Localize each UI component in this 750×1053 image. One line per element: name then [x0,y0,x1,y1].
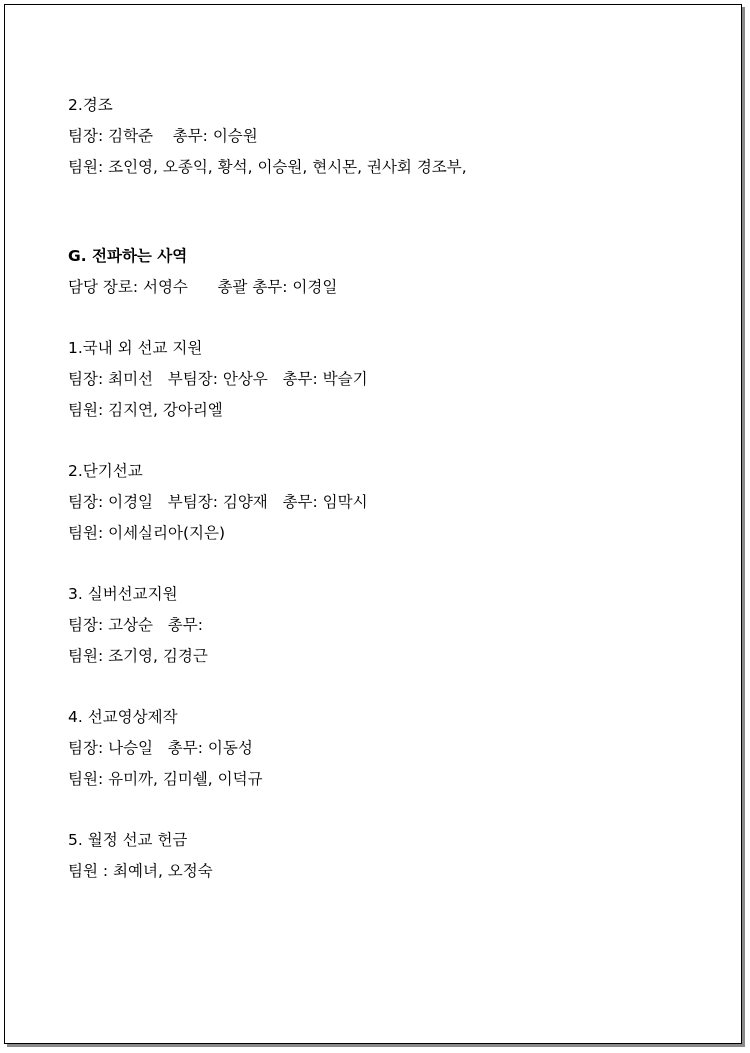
spacer [68,426,708,456]
section-g2-leader: 팀장: 이경일 부팀장: 김양재 총무: 임막시 [68,493,368,511]
document-content [68,90,708,887]
section-g3-leader: 팀장: 고상순 총무: [68,616,203,634]
spacer [68,183,708,241]
section-g-head: 담당 장로: 서영수 총괄 총무: 이경일 [68,278,338,296]
section-g4-title: 4. 선교영상제작 [68,708,178,726]
section-g3-title: 3. 실버선교지원 [68,585,178,603]
section-2-leader: 팀장: 김학준 총무: 이승원 [68,127,258,145]
spacer [68,795,708,825]
spacer [68,549,708,579]
section-g1-leader: 팀장: 최미선 부팀장: 안상우 총무: 박슬기 [68,370,368,388]
section-g5-title: 5. 월정 선교 헌금 [68,831,188,849]
section-g3-members: 팀원: 조기영, 김경근 [68,647,208,665]
spacer [68,303,708,333]
document-page [4,4,742,1044]
section-g2-title: 2.단기선교 [68,462,143,480]
section-g1-title: 1.국내 외 선교 지원 [68,339,203,357]
section-g-title: G. 전파하는 사역 [68,247,188,265]
section-2-members: 팀원: 조인영, 오종익, 황석, 이승원, 현시몬, 권사회 경조부, [68,158,467,176]
section-g5-members: 팀원 : 최예녀, 오정숙 [68,862,213,880]
section-g2-members: 팀원: 이세실리아(지은) [68,524,226,542]
section-g4-leader: 팀장: 나승일 총무: 이동성 [68,739,253,757]
section-g4-members: 팀원: 유미까, 김미쉘, 이덕규 [68,770,263,788]
section-2-title: 2.경조 [68,96,113,114]
spacer [68,672,708,702]
section-g1-members: 팀원: 김지연, 강아리엘 [68,401,223,419]
